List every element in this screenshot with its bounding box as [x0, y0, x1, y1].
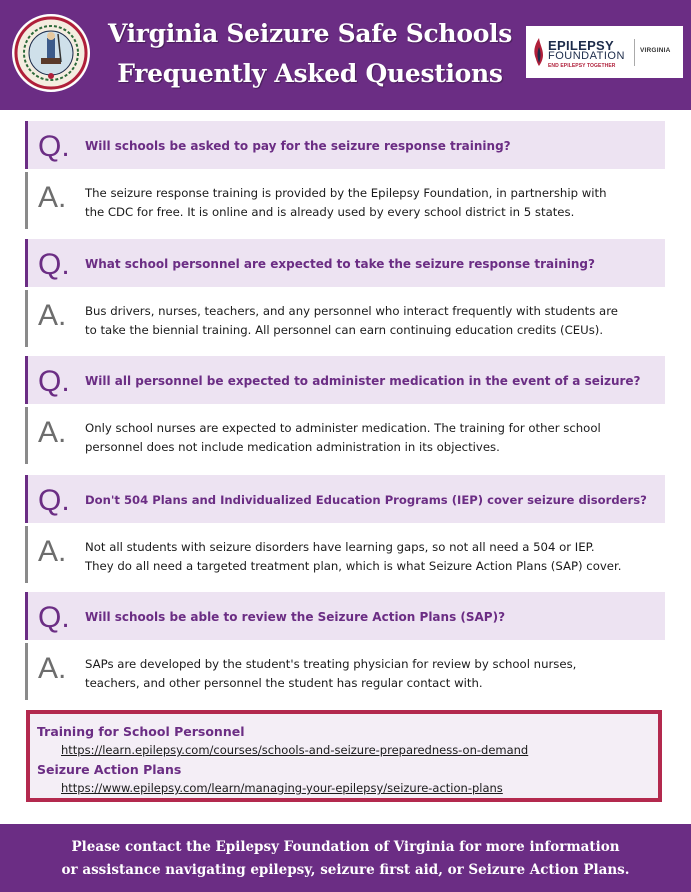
footer-line1: Please contact the Epilepsy Foundation of Virginia for more information: [71, 839, 620, 855]
faq-answer-3: [25, 407, 665, 464]
answer-line: Not all students with seizure disorders have learning gaps, so not all need a 504 or IEP.: [85, 540, 595, 554]
faq-question-4: [25, 475, 665, 523]
resource-heading: Seizure Action Plans: [37, 762, 182, 777]
question-text: Will all personnel be expected to administer medication in the event of a seizure?: [85, 374, 641, 388]
footer-line2: or assistance navigating epilepsy, seizure first aid, or Seizure Action Plans.: [61, 862, 630, 878]
answer-line: teachers, and other personnel the student has regular contact with.: [85, 676, 483, 690]
answer-line: The seizure response training is provided by the Epilepsy Foundation, in partnership with: [85, 186, 607, 200]
faq-answer-2: [25, 290, 665, 347]
a-letter: A.: [38, 652, 67, 685]
page-footer: [0, 824, 691, 892]
answer-line: personnel does not include medication administration in its objectives.: [85, 440, 500, 454]
a-letter: A.: [38, 535, 67, 568]
faq-question-3: [25, 356, 665, 404]
logo-brand-line1: EPILEPSY: [548, 38, 614, 53]
faq-question-1: [25, 121, 665, 169]
faq-question-5: [25, 592, 665, 640]
page-header: [0, 0, 691, 110]
answer-line: Only school nurses are expected to administer medication. The training for other school: [85, 421, 601, 435]
q-letter: Q.: [38, 130, 70, 163]
answer-text: [85, 184, 657, 222]
answer-line: to take the biennial training. All personnel can earn continuing education credits (CEUs).: [85, 323, 604, 337]
question-text: Don't 504 Plans and Individualized Education Programs (IEP) cover seizure disorders?: [85, 493, 647, 507]
faq-question-2: [25, 239, 665, 287]
resources-box: [26, 710, 662, 802]
resource-link[interactable]: https://www.epilepsy.com/learn/managing-your-epilepsy/seizure-action-plans: [61, 781, 503, 795]
logo-tagline: END EPILEPSY TOGETHER: [548, 63, 616, 69]
a-letter: A.: [38, 299, 67, 332]
q-letter: Q.: [38, 601, 70, 634]
a-letter: A.: [38, 181, 67, 214]
a-letter: A.: [38, 416, 67, 449]
question-text: Will schools be able to review the Seizure Action Plans (SAP)?: [85, 610, 506, 624]
q-letter: Q.: [38, 248, 70, 281]
epilepsy-foundation-logo: [526, 26, 683, 78]
answer-line: SAPs are developed by the student's treating physician for review by school nurses,: [85, 657, 577, 671]
logo-brand-line2: FOUNDATION: [548, 50, 625, 62]
page-title-line2: Frequently Asked Questions: [117, 59, 503, 88]
faq-answer-4: [25, 526, 665, 583]
answer-line: the CDC for free. It is online and is already used by every school district in 5 states.: [85, 205, 575, 219]
page-title-line1: Virginia Seizure Safe Schools: [107, 19, 513, 48]
faq-answer-5: [25, 643, 665, 700]
question-text: What school personnel are expected to take the seizure response training?: [85, 257, 595, 271]
logo-state: VIRGINIA: [640, 47, 671, 54]
answer-line: Bus drivers, nurses, teachers, and any personnel who interact frequently with students are: [85, 304, 618, 318]
q-letter: Q.: [38, 484, 70, 517]
footer-text: [40, 836, 651, 882]
faq-answer-1: [25, 172, 665, 229]
answer-text: [85, 419, 657, 457]
resource-link[interactable]: https://learn.epilepsy.com/courses/schools-and-seizure-preparedness-on-demand: [61, 743, 529, 757]
answer-text: [85, 302, 657, 340]
answer-text: [85, 538, 657, 576]
answer-line: They do all need a targeted treatment plan, which is what Seizure Action Plans (SAP) cover.: [85, 559, 622, 573]
q-letter: Q.: [38, 365, 70, 398]
resource-heading: Training for School Personnel: [37, 724, 245, 739]
page-title: [100, 14, 520, 94]
logo-divider: [634, 39, 635, 66]
virginia-seal-icon: [12, 14, 90, 92]
flame-icon: [532, 37, 546, 67]
answer-text: [85, 655, 657, 693]
question-text: Will schools be asked to pay for the seizure response training?: [85, 139, 511, 153]
